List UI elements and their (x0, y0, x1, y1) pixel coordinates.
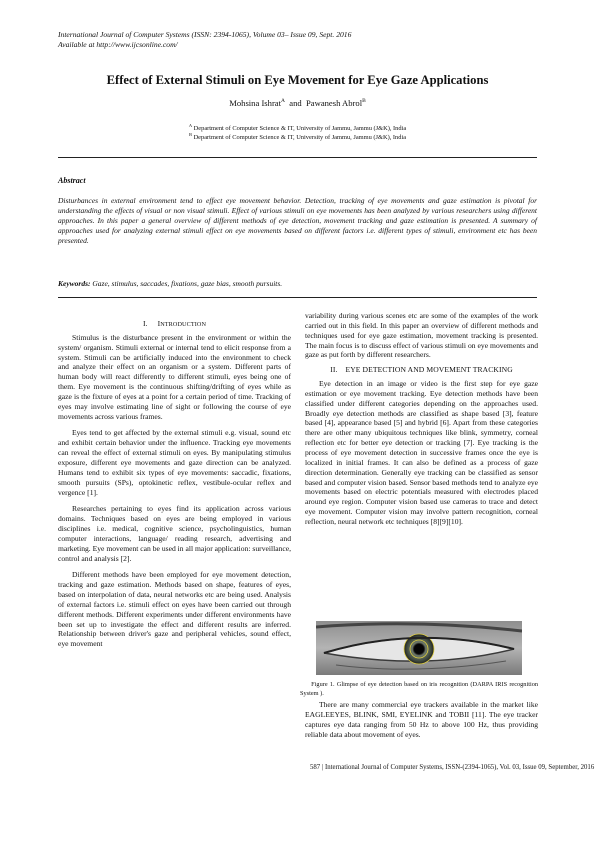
paragraph: variability during various scenes etc are some of the examples of the work carried out in this field. In this paper an overview of different methods and techniques used for eye gaze estimation, movement tracking is presented. The main focus is to discuss effect of various stimuli on eye movements and gaze as put forth by different researchers. (305, 311, 538, 360)
paragraph: Researches pertaining to eyes find its application across various domains. Techniques based on eyes are being employed in various disciplines i.e. medical, cognitive science, psycholinguistics, human computer interactions, language/ reading research, advertising and marketing. Eye movement can be used in all major application: surveillance, control and analysis [2]. (58, 504, 291, 563)
abstract-divider (58, 297, 537, 298)
abstract-heading: Abstract (58, 176, 86, 185)
affiliation-text: Department of Computer Science & IT, University of Jammu, Jammu (J&K), India (193, 125, 407, 133)
affiliation-text: Department of Computer Science & IT, University of Jammu, Jammu (J&K), India (193, 134, 407, 142)
section-2-heading (305, 365, 538, 375)
affiliation-mark: B (188, 132, 192, 137)
keywords-text: Gaze, stimulus, saccades, fixations, gaze bias, smooth pursuits. (92, 279, 283, 288)
paper-title: Effect of External Stimuli on Eye Movement for Eye Gaze Applications (106, 73, 489, 87)
author-list (30, 98, 565, 108)
figure-1-caption (300, 681, 538, 698)
paragraph: Different methods have been employed for eye movement detection, tracking and gaze estimation. Methods based on shape, features of eyes, based on interpolation of data, neural networks etc are being used. Analysis of external factors i.e. stimuli effect on eyes have been carried out through different methods. Different experiments under different environments have been set up to investigate the effect and different results are inferred. Relationship between driver's gaze and peripheral vehicles, sound effect, eye movement (58, 570, 291, 649)
abstract-text: Disturbances in external environment tend to effect eye movement behavior. Detection, tracking of eye movements and gaze estimation is pivotal for understanding the effects of visual or non visual stimuli. Effect of various stimuli on eye movements has been analyzed by various researchers using different approaches. In this paper a general overview of different methods of eye detection, movement tracking and gaze estimation is presented. A summary of approaches used for analyzing external stimuli effect on eye movements based on different factors i.e. different types of stimuli, environment etc has been presented. (58, 196, 537, 246)
figure-caption-text: Glimpse of eye detection based on iris recognition (DARPA IRIS recognition System ). (300, 681, 538, 697)
paragraph: There are many commercial eye trackers available in the market like EAGLEEYES, BLINK, SMI, EYELINK and TOBII [11]. The eye tracker captures eye data ranging from 50 Hz to above 100 Hz, thus providing reliable data about movement of eyes. (305, 700, 538, 739)
section-title-rest: NTRODUCTION (160, 321, 207, 328)
page-number: 587 (310, 764, 321, 771)
journal-header-line: International Journal of Computer Systems (ISSN: 2394-1065), Volume 03– Issue 09, Sept. 2016 (58, 30, 352, 39)
section-number: I. (142, 319, 148, 328)
author-conjunction: and (289, 98, 302, 108)
keywords (58, 279, 537, 288)
affiliation-mark: A (188, 123, 193, 128)
section-1-heading (58, 319, 291, 330)
author-name: Mohsina Ishrat (229, 98, 282, 108)
paragraph: Stimulus is the disturbance present in the environment or within the system/ organism. Stimuli external or internal tend to elicit response from a system. Stimuli can be artificially induced into the environment to check and analyze their effect on an organism or a system. Different parts of human body will react differently to different stimuli, eyes being one of them. Eye movement is the continuous shifting/drifting of eyes while as gaze is the fixture of eyes at a point for a certain period of time. Tracking of eyes may involve estimating line of sight or following the course of eye movements across various frames. (58, 332, 291, 421)
top-divider (58, 157, 537, 158)
keywords-label: Keywords: (58, 279, 91, 288)
section-title-initial: I (157, 319, 161, 328)
section-number: II. (330, 365, 338, 375)
right-column-final (305, 700, 538, 739)
section-title: EYE DETECTION AND MOVEMENT TRACKING (345, 365, 513, 375)
availability-line: Available at http://www.ijcsonline.com/ (58, 40, 178, 49)
affiliation-b (30, 131, 565, 142)
figure-1-image (316, 621, 522, 675)
author-name: Pawanesh Abrol (306, 98, 363, 108)
left-column (58, 319, 291, 649)
paragraph: Eyes tend to get affected by the external stimuli e.g. visual, sound etc and exhibit certain behavior under the influence. Tracking eye movements can reveal the effect of external stimuli on eyes. By manipulating stimulus exposure, different eye movements and gaze direction can be analyzed. Humans tend to exhibit six types of eye movements: saccadic, fixations, smooth pursuits (SPs), optokinetic reflex, vestibule-ocular reflex and vergence [1]. (58, 428, 291, 497)
figure-label: Figure 1. (311, 681, 335, 688)
author-mark: A (281, 98, 285, 105)
right-column (305, 311, 538, 527)
paragraph: Eye detection in an image or video is the first step for eye gaze estimation or eye movement tracking. Eye detection methods have been classified under different categories depending on the approaches used. Broadly eye detection methods are classified as shape based [3], feature based [4], appearance based [5] and hybrid [6]. Apart from these categories there are other many ubiquitous techniques like blink, symmetry, corneal reflection etc for better eye detection or tracking [7]. Eye tracking is the process of eye movement detection in successive frames once the eye is localized in initial frames. It can also be defined as a process of gaze direction determination. Generally eye tracking can be classified as sensor based and computer vision based. Sensor based methods tend to analyze eye movements based on electric potentials measured with electrodes placed around eye region. Computer vision based use cameras to trace and detect eye movement. Computer vision may involve pattern recognition, corneal reflection, neural network etc techniques [8][9][10]. (305, 379, 538, 526)
author-mark: B (362, 98, 366, 105)
page-footer (310, 764, 594, 771)
footer-text: | International Journal of Computer Systems, ISSN-(2394-1065), Vol. 03, Issue 09, September, 2016 (321, 764, 595, 771)
